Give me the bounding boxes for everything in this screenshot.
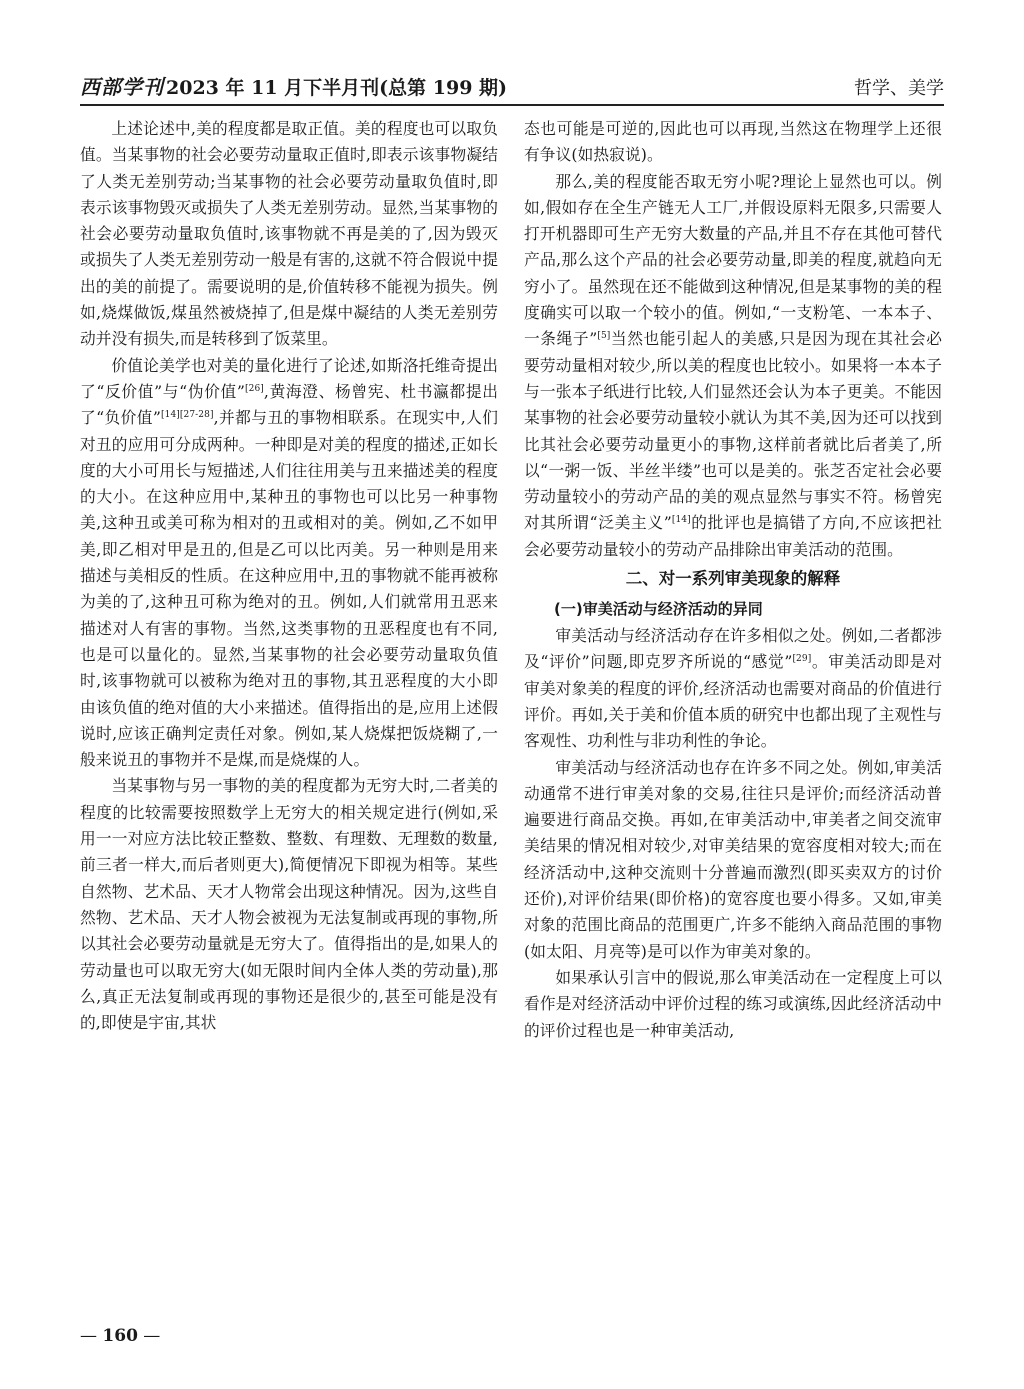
- header-rule: [80, 104, 944, 106]
- paragraph-continuation: 态也可能是可逆的,因此也可以再现,当然这在物理学上还很有争议(如热寂说)。: [524, 119, 942, 165]
- issue-info: 2023 年 11 月下半月刊(总第 199 期): [166, 77, 508, 99]
- paragraph-text: 价值论美学也对美的量化进行了论述,如斯洛托维奇提出了“反价值”与“伪价值”: [80, 355, 498, 401]
- citation: [14][27-28]: [161, 410, 214, 421]
- paragraph-text: 那么,美的程度能否取无穷小呢?理论上显然也可以。例如,假如存在全生产链无人工厂,并假设原料无限多,只需要人打开机器即可生产无穷大数量的产品,并且不存在其他可替代产品,那么这个产品的社会必要劳动量,即美的程度,就趋向无穷小了。虽然现在还不能做到这种情况,但是某事物的美的程度确实可以取一个较小的值。例如,“一支粉笔、一本本子、一条绳子”: [524, 171, 942, 349]
- right-column: [524, 116, 942, 1044]
- folio-dash: —: [137, 1326, 161, 1346]
- paragraph: [524, 169, 942, 563]
- paragraph: [80, 353, 498, 774]
- paragraph-text: 。审美活动即是对审美对象美的程度的评价,经济活动也需要对商品的价值进行评价。再如,关于美和价值本质的研究中也都出现了主观性与客观性、功利性与非功利性的争论。: [524, 652, 942, 751]
- paragraph-text: ,黄海澄、杨曾宪、杜书瀛都提出了“负价值”: [80, 381, 498, 428]
- folio-dash: —: [80, 1326, 103, 1346]
- running-header: [80, 70, 944, 100]
- journal-logo: 西部学刊: [80, 75, 164, 99]
- subsection-heading: (一)审美活动与经济活动的异同: [554, 600, 763, 619]
- paragraph-text: ,并都与丑的事物相联系。在现实中,人们对丑的应用可分成两种。一种即是对美的程度的描述,正如长度的大小可用长与短描述,人们往往用美与丑来描述美的程度的大小。在这种应用中,某种丑的事物也可以比另一种事物美,这种丑或美可称为相对的丑或相对的美。例如,乙不如甲美,即乙相对甲是丑的,但是乙可以比丙美。另一种则是用来描述与美相反的性质。在这种应用中,丑的事物就不能再被称为美的了,这种丑可称为绝对的丑。例如,人们就常用丑恶来描述对人有害的事物。当然,这类事物的丑恶程度也有不同,也是可以量化的。显然,当某事物的社会必要劳动量取负值时,该事物就可以被称为绝对丑的事物,其丑恶程度的大小即由该负值的绝对值的大小来描述。值得指出的是,应用上述假说时,应该正确判定责任对象。例如,某人烧煤把饭烧糊了,一般来说丑的事物并不是煤,而是烧煤的人。: [80, 408, 499, 770]
- paragraph: 如果承认引言中的假说,那么审美活动在一定程度上可以看作是对经济活动中评价过程的练习或演练,因此经济活动中的评价过程也是一种审美活动,: [524, 967, 942, 1040]
- paragraph-text: 当然也能引起人的美感,只是因为现在其社会必要劳动量相对较少,所以美的程度也比较小。如果将一本本子与一张本子纸进行比较,人们显然还会认为本子更美。不能因某事物的社会必要劳动量较小就认为其不美,因为还可以找到比其社会必要劳动量更小的事物,这样前者就比后者美了,所以“一粥一饭、半丝半缕”也可以是美的。张芝否定社会必要劳动量较小的劳动产品的美的观点显然与事实不符。杨曾宪对其所谓“泛美主义”: [524, 329, 942, 533]
- section-label: 哲学、美学: [854, 78, 944, 99]
- paragraph: 上述论述中,美的程度都是取正值。美的程度也可以取负值。当某事物的社会必要劳动量取正值时,即表示该事物凝结了人类无差别劳动;当某事物的社会必要劳动量取负值时,即表示该事物毁灭或损失了人类无差别劳动。显然,当某事物的社会必要劳动量取负值时,该事物就不再是美的了,因为毁灭或损失了人类无差别劳动一般是有害的,这就不符合假说中提出的美的前提了。需要说明的是,价值转移不能视为损失。例如,烧煤做饭,煤虽然被烧掉了,但是煤中凝结的人类无差别劳动并没有损失,而是转移到了饭菜里。: [80, 119, 498, 349]
- page-number: 160: [102, 1326, 138, 1346]
- paragraph-text: 的批评也是搞错了方向,不应该把社会必要劳动量较小的劳动产品排除出审美活动的范围。: [524, 513, 942, 559]
- paragraph: 审美活动与经济活动也存在许多不同之处。例如,审美活动通常不进行审美对象的交易,往往只是评价;而经济活动普遍要进行商品交换。再如,在审美活动中,审美者之间交流审美结果的情况相对较少,对审美结果的宽容度相对较大;而在经济活动中,这种交流则十分普遍而激烈(即买卖双方的讨价还价),对评价结果(即价格)的宽容度也要小得多。又如,审美对象的范围比商品的范围更广,许多不能纳入商品范围的事物(如太阳、月亮等)是可以作为审美对象的。: [524, 757, 942, 961]
- section-heading: 二、对一系列审美现象的解释: [625, 569, 841, 589]
- journal-issue-line: [80, 71, 507, 100]
- citation: [26]: [245, 383, 264, 394]
- left-column: [80, 116, 498, 1036]
- citation: [5]: [597, 331, 611, 342]
- paragraph: [524, 623, 942, 754]
- paragraph-text: 审美活动与经济活动存在许多相似之处。例如,二者都涉及“评价”问题,即克罗齐所说的“感觉”: [524, 626, 942, 672]
- paragraph: 当某事物与另一事物的美的程度都为无穷大时,二者美的程度的比较需要按照数学上无穷大的相关规定进行(例如,采用一一对应方法比较正整数、整数、有理数、无理数的数量,前三者一样大,而后者则更大),简便情况下即视为相等。某些自然物、艺术品、天才人物常会出现这种情况。因为,这些自然物、艺术品、天才人物会被视为无法复制或再现的事物,所以其社会必要劳动量就是无穷大了。值得指出的是,如果人的劳动量也可以取无穷大(如无限时间内全体人类的劳动量),那么,真正无法复制或再现的事物还是很少的,甚至可能是没有的,即使是宇宙,其状: [80, 776, 498, 1033]
- citation: [14]: [671, 515, 691, 526]
- citation: [29]: [792, 654, 812, 665]
- page-number-footer: [80, 1326, 160, 1346]
